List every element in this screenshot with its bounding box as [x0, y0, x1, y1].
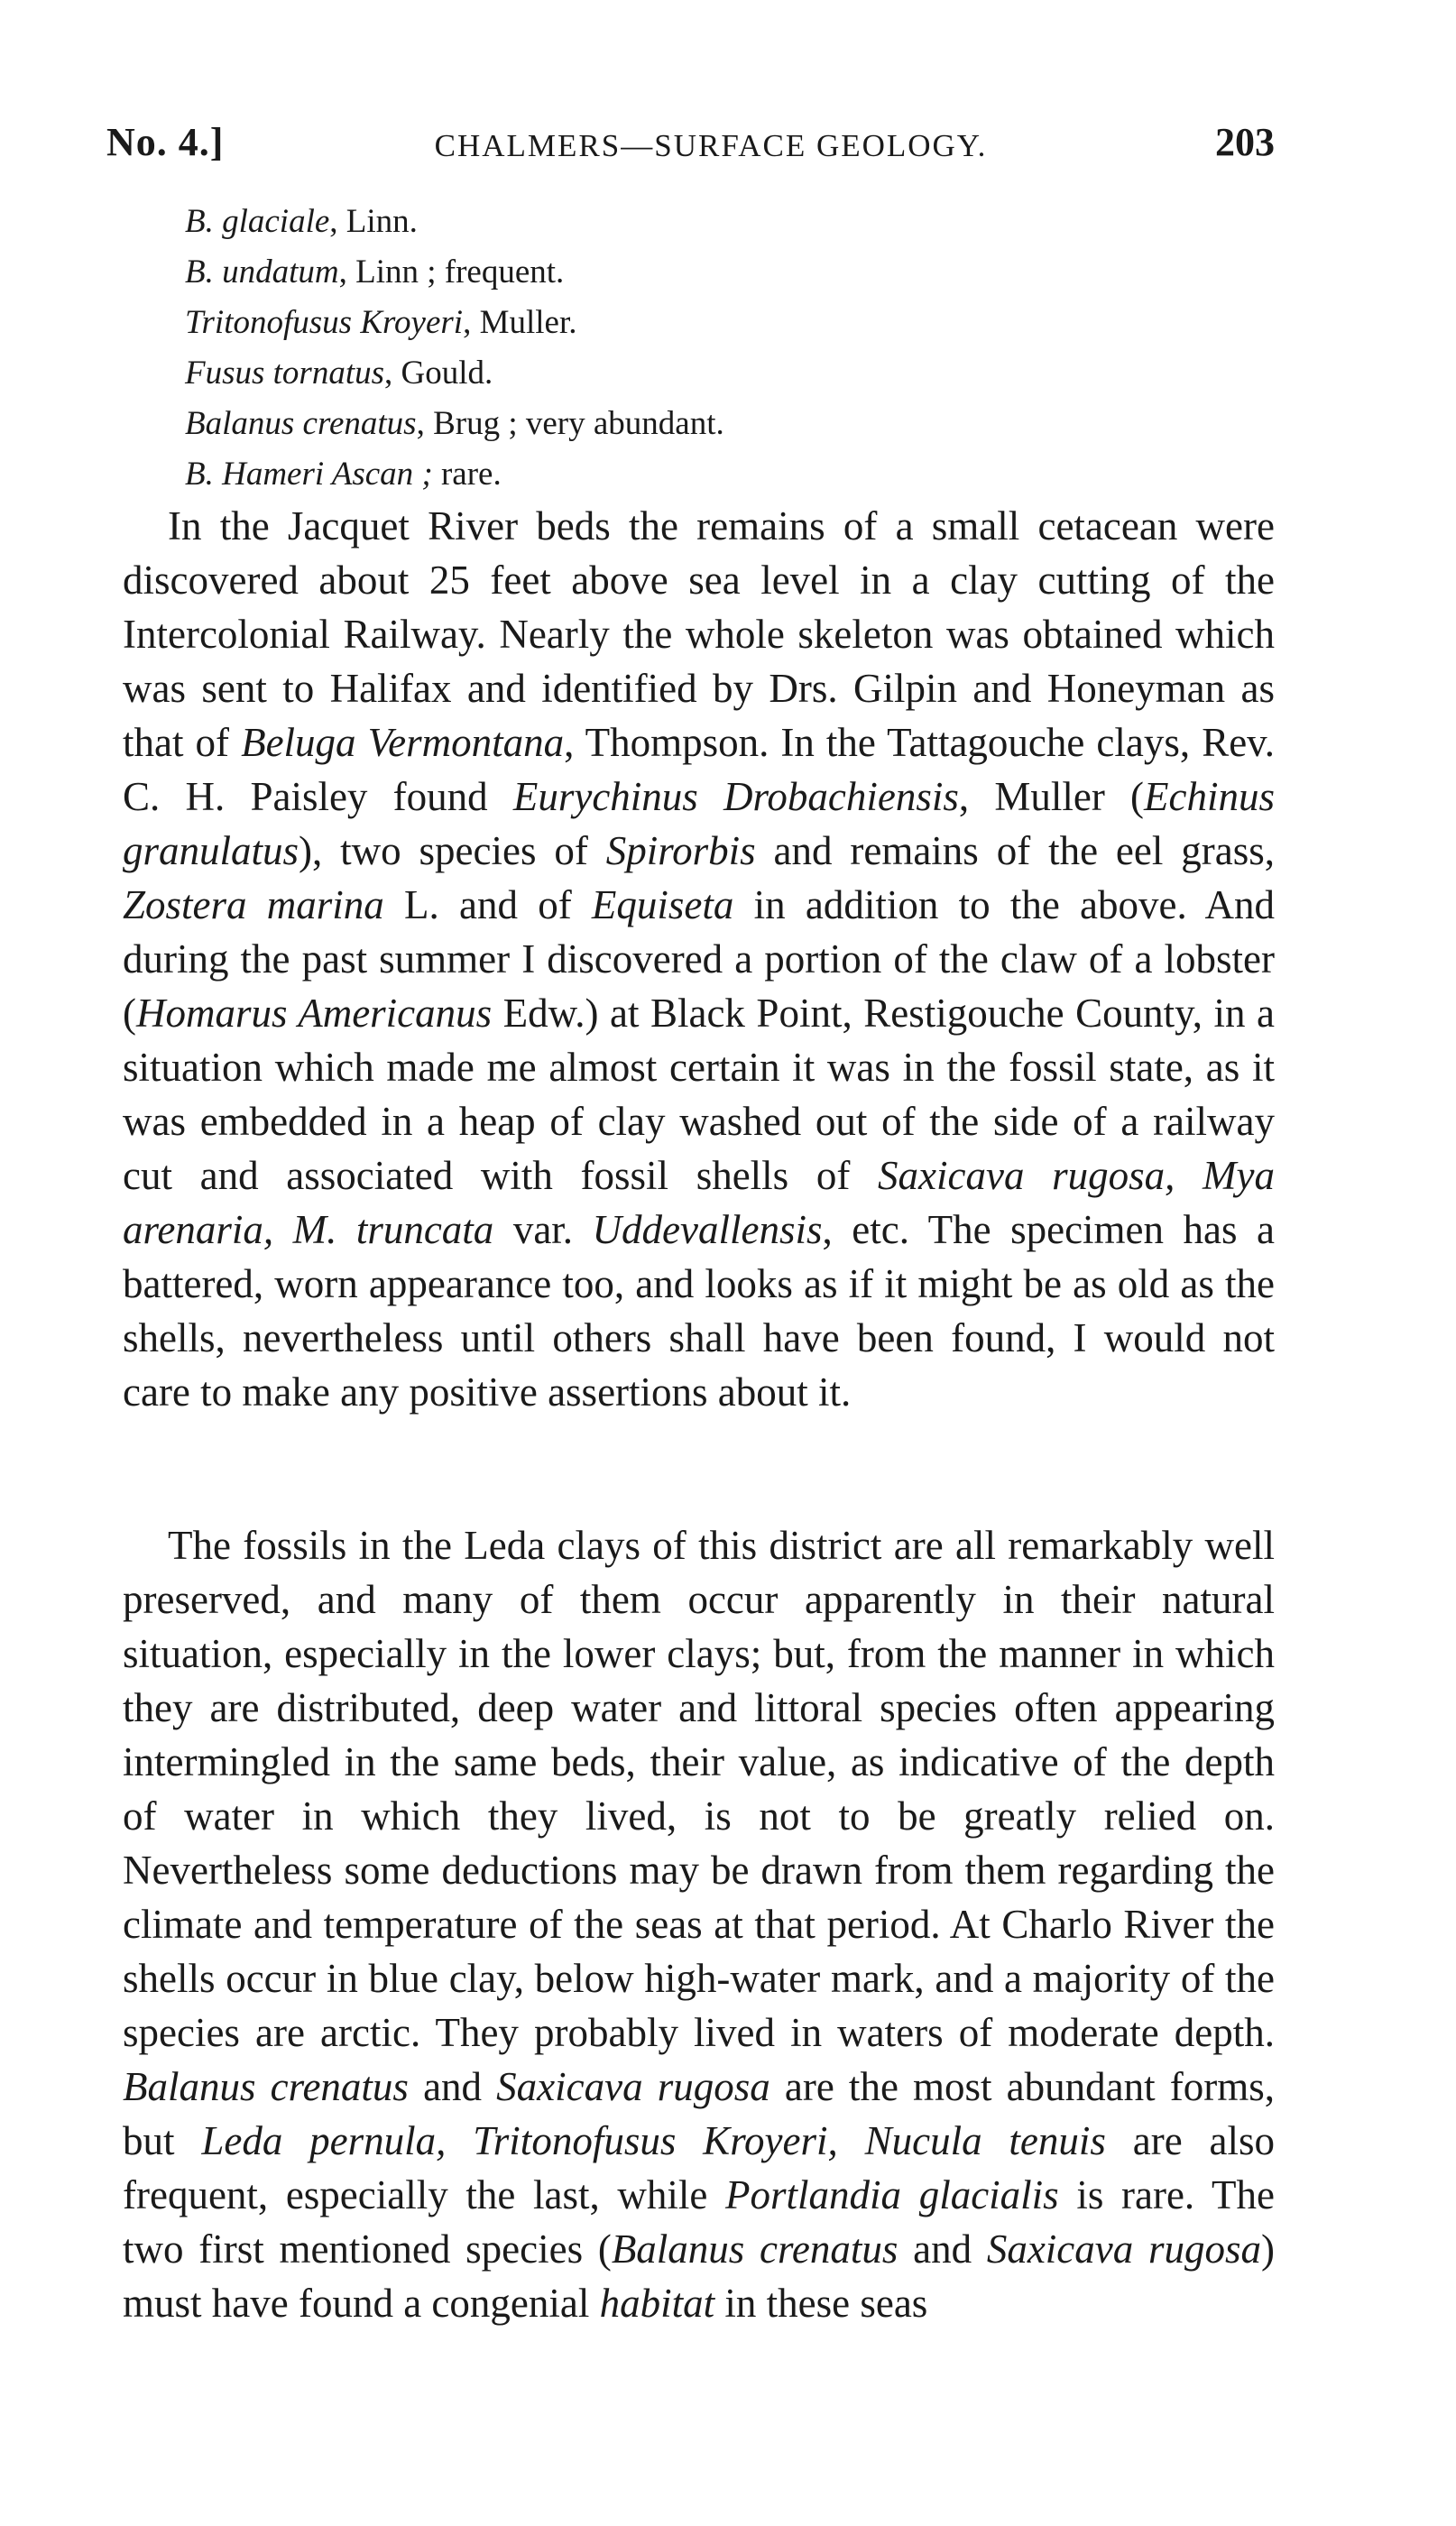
- italic-term: Beluga Vermontana: [241, 720, 565, 765]
- species-note: , Linn ; frequent.: [338, 254, 565, 290]
- text-run: and remains of the eel grass,: [755, 828, 1275, 873]
- italic-term: Balanus crenatus: [123, 2064, 409, 2109]
- text-run: are also frequent, especially the last, while: [123, 2118, 1275, 2217]
- italic-term: Balanus crenatus: [611, 2226, 898, 2272]
- text-run: in these seas: [714, 2281, 928, 2326]
- italic-term: Homarus Americanus: [136, 991, 493, 1036]
- italic-term: Saxicava rugosa, Mya arenaria, M. truncata: [123, 1153, 1275, 1252]
- species-entry: [185, 247, 1177, 298]
- species-note: rare.: [432, 456, 502, 493]
- issue-number: No. 4.]: [106, 120, 225, 164]
- italic-term: Saxicava rugosa: [986, 2226, 1261, 2272]
- text-run: is rare. The two first mentioned species (: [123, 2172, 1275, 2272]
- italic-term: Eurychinus Drobachiensis: [512, 774, 959, 819]
- species-note: , Muller.: [463, 304, 577, 341]
- text-run: var.: [493, 1207, 593, 1252]
- species-name: Tritonofusus Kroyeri: [185, 304, 464, 341]
- paragraph-leda-clays: [123, 1518, 1275, 2330]
- italic-term: Saxicava rugosa: [496, 2064, 770, 2109]
- species-entry: [185, 449, 1177, 500]
- text-run: and: [898, 2226, 987, 2272]
- species-name: B. Hameri Ascan ;: [185, 456, 433, 493]
- running-header: [106, 115, 1275, 170]
- species-entry: [185, 298, 1177, 348]
- text-run: The fossils in the Leda clays of this district are all remarkably well preserved, and many of them occur apparently in their natural situation, especially in the lower clays; but, from the manner in which they are distributed, deep water and littoral species often appearing intermingled in the same beds, their value, as indicative of the depth of water in which they lived, is not to be greatly relied on. Nevertheless some deductions may be drawn from them regarding the climate and temperature of the seas at that period. At Charlo River the shells occur in blue clay, below high-water mark, and a majority of the species are arctic. They probably lived in waters of moderate depth.: [123, 1523, 1275, 2055]
- running-title: CHALMERS—SURFACE GEOLOGY.: [434, 128, 988, 163]
- italic-term: Echinus granulatus: [123, 774, 1275, 873]
- species-note: , Brug ; very abundant.: [416, 405, 724, 442]
- italic-term: Uddevallensis: [592, 1207, 823, 1252]
- italic-term: Zostera marina: [123, 882, 384, 927]
- italic-term: Portlandia glacialis: [725, 2172, 1059, 2217]
- paragraph-cetacean: [123, 499, 1275, 1419]
- italic-term: Equiseta: [591, 882, 734, 927]
- italic-term: Spirorbis: [605, 828, 756, 873]
- page-number: 203: [1215, 120, 1275, 164]
- text-run: In the Jacquet River beds the remains of a small cetacean were discovered about 25 feet above sea level in a clay cutting of the Intercolonial Railway. Nearly the whole skeleton was obtained which was sent to Halifax and identified by Drs. Gilpin and Honeyman as that of: [123, 503, 1275, 765]
- species-entry: [185, 348, 1177, 399]
- species-note: , Linn.: [329, 203, 418, 240]
- text-run: , Muller (: [958, 774, 1145, 819]
- species-entry: [185, 197, 1177, 247]
- species-name: B. glaciale: [185, 203, 330, 240]
- italic-term: Leda pernula, Tritonofusus Kroyeri, Nucula tenuis: [201, 2118, 1106, 2163]
- species-name: B. undatum: [185, 254, 339, 290]
- text-run: Edw.) at Black Point, Restigouche County, in a situation which made me almost certain it was in the fossil state, as it was embedded in a heap of clay washed out of the side of a railway cut and associated with fossil shells of: [123, 991, 1275, 1198]
- italic-term: habitat: [599, 2281, 715, 2326]
- species-list: [185, 197, 1177, 500]
- species-note: , Gould.: [384, 355, 493, 392]
- species-name: Balanus crenatus: [185, 405, 417, 442]
- species-entry: [185, 399, 1177, 449]
- text-run: in addition to the above. And during the past summer I discovered a portion of the claw of a lobster (: [123, 882, 1275, 1036]
- text-run: , etc. The specimen has a battered, worn appearance too, and looks as if it might be as old as the shells, nevertheless until others shall have been found, I would not care to make any positive assertions about it.: [123, 1207, 1275, 1415]
- species-name: Fusus tornatus: [185, 355, 385, 392]
- text-run: , Thompson. In the Tattagouche clays, Rev. C. H. Paisley found: [123, 720, 1276, 819]
- text-run: L. and of: [383, 882, 592, 927]
- text-run: ) must have found a congenial: [123, 2226, 1275, 2326]
- text-run: are the most abundant forms, but: [123, 2064, 1275, 2163]
- text-run: ), two species of: [299, 828, 606, 873]
- text-run: and: [408, 2064, 497, 2109]
